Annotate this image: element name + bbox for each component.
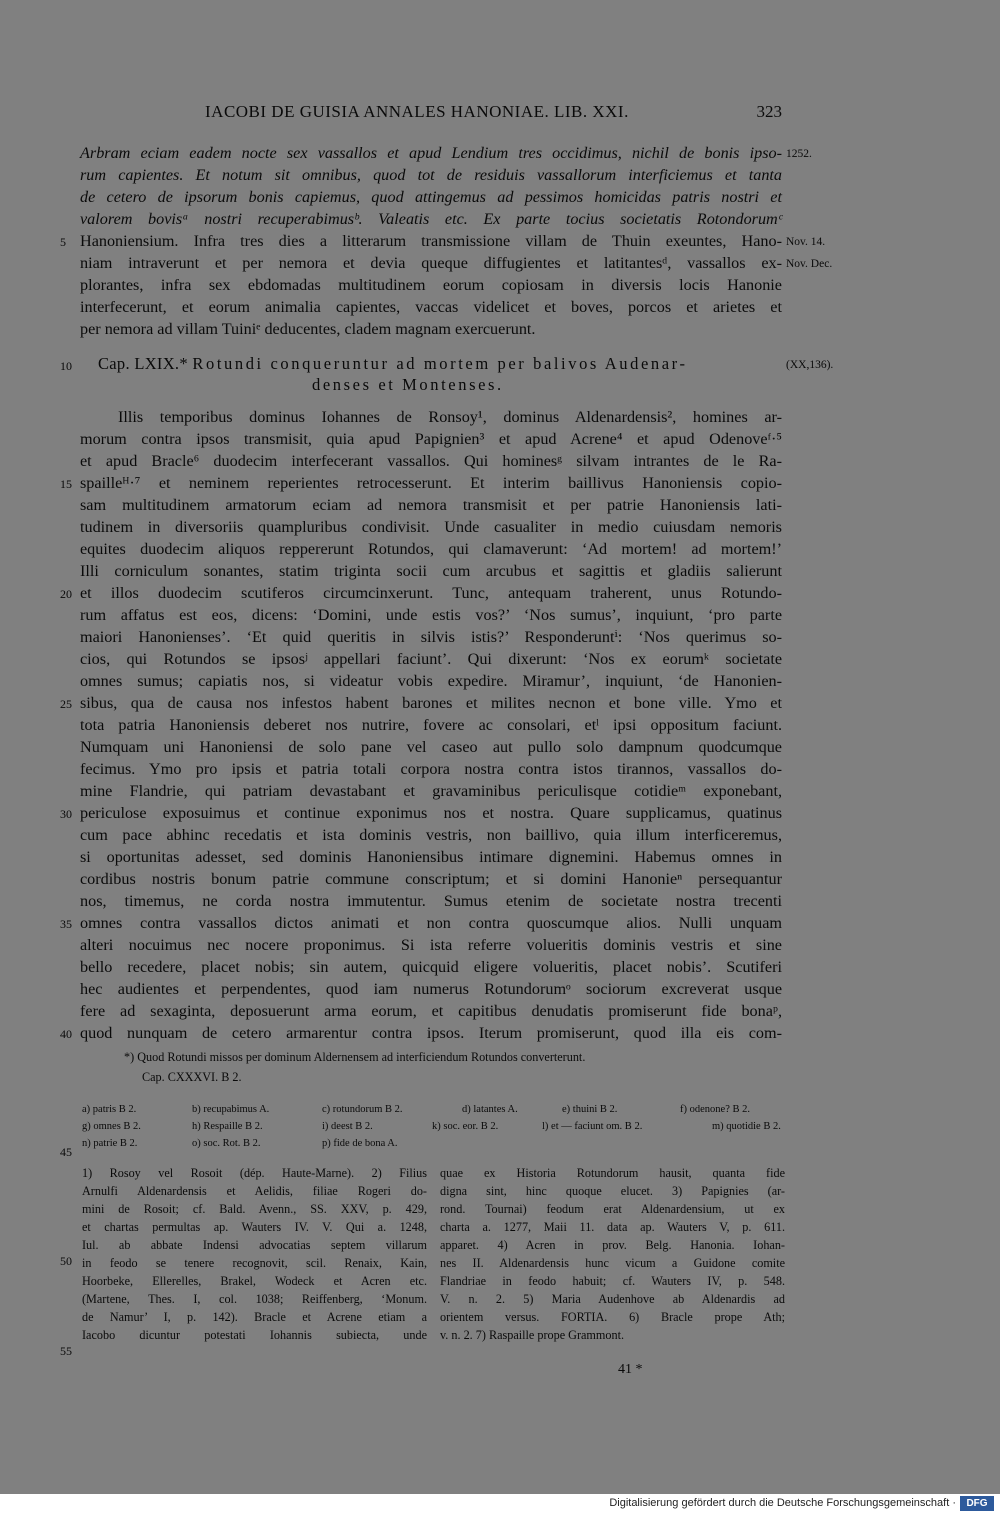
- margin-date: 1252.: [786, 148, 812, 160]
- line-number: 25: [60, 697, 72, 711]
- variant: k) soc. eor. B 2.: [432, 1121, 499, 1132]
- text-line: per nemora ad villam Tuiniᵉ deducentes, cladem magnam exercuerunt.: [80, 320, 536, 338]
- text-line: interfecerunt, et eorum animalia capientes, vaccas videlicet et boves, porcos et arietes et: [80, 298, 782, 316]
- chapter-number: Cap. LXIX.*: [98, 354, 188, 373]
- footnote-line: de Namur’ I, p. 142). Bracle et Acrene etiam a: [82, 1310, 427, 1324]
- variant: m) quotidie B 2.: [712, 1121, 781, 1132]
- variant-row: [82, 1138, 442, 1149]
- line-number: 45: [60, 1145, 72, 1159]
- text-line: si oportunitas adesset, sed dominis Hanoniensibus intimare dignemini. Habemus omnes in: [80, 848, 782, 866]
- chapter-title: [98, 354, 688, 374]
- footnote-line: Iacobo dicuntur potestati Iohannis subiecta, unde: [82, 1328, 427, 1342]
- variant: p) fide de bona A.: [322, 1138, 398, 1149]
- footnote-line: charta a. 1277, Maii 11. data ap. Wauters V, p. 611.: [440, 1220, 785, 1234]
- page-number: 323: [756, 102, 782, 121]
- variant: d) latantes A.: [462, 1104, 518, 1115]
- footnote-line: nes II. Aldenardensis hunc vicum a Guidone comite: [440, 1256, 785, 1270]
- text-line: fere ad sexaginta, deposuerunt arma eorum, et capitibus denudatis promiserunt fide bonaᵖ,: [80, 1002, 782, 1020]
- text-line: et apud Bracle⁶ duodecim interfecerant vassallos. Qui hominesᵍ silvam intrantes de le Ra-: [80, 452, 782, 470]
- text-line: rum affatus est eos, dicens: ‘Domini, unde estis vos?’ ‘Nos sumus’, inquiunt, ‘pro parte: [80, 606, 782, 624]
- line-number: 30: [60, 807, 72, 821]
- text-line: omnes sumus; capiatis nos, si videatur vobis expedire. Miramur’, inquiunt, ‘de Hanonien-: [80, 672, 782, 690]
- text-line: omnes contra vassallos dictos animati et non contra quoscumque alios. Nulli unquam: [80, 914, 782, 932]
- line-number: 20: [60, 587, 72, 601]
- variant: n) patrie B 2.: [82, 1138, 138, 1149]
- variant-row: [82, 1121, 802, 1132]
- variant: c) rotundorum B 2.: [322, 1104, 403, 1115]
- margin-date: Nov. Dec.: [786, 258, 833, 270]
- text-line: sibus, qua de causa nos infestos habent barones et milites necnon et bone ville. Ymo et: [80, 694, 782, 712]
- footnote-line: orientem versus. FORTIA. 6) Bracle prope Ath;: [440, 1310, 785, 1324]
- footnote-line: apparet. 4) Acren in prov. Belg. Hanonia. Iohan-: [440, 1238, 785, 1252]
- text-line: tudinem in diversoriis quampluribus condivisit. Unde casualiter in medio cuiusdam nemoris: [80, 518, 782, 536]
- text-line: de cetero de ipsorum bonis capiemus, quod attingemus ad pessimos homicidas patris nostri et: [80, 188, 782, 206]
- chapter-note-line: *) Quod Rotundi missos per dominum Aldernensem ad interficiendum Rotundos converterunt.: [124, 1050, 586, 1064]
- line-number: 15: [60, 477, 72, 491]
- text-line: maiori Hanonienses’. ‘Et quid queritis in silvis istis?’ Responderuntⁱ: ‘Nos querimus so-: [80, 628, 782, 646]
- text-line: Numquam uni Hanoniensi de solo pane vel caseo aut pullo solo dampnum quodcumque: [80, 738, 782, 756]
- chapter-reference: (XX,136).: [786, 359, 834, 371]
- footnote-line: 1) Rosoy vel Rosoit (dép. Haute-Marne). 2) Filius: [82, 1166, 427, 1180]
- footnote-line: mini de Rosoit; cf. Bald. Avenn., SS. XXV, p. 429,: [82, 1202, 427, 1216]
- line-number: 40: [60, 1027, 72, 1041]
- text-line: cum pace abhinc recedatis et ista dominis vestris, non baillivo, quia illum interficeremus,: [80, 826, 782, 844]
- text-line: bello recedere, placet nobis; sin autem, quicquid eligere volueritis, placet nobis’. Scutiferi: [80, 958, 782, 976]
- footnote-line: V. n. 2. 5) Maria Audenhove ab Aldenardis ad: [440, 1292, 785, 1306]
- text-line: Illis temporibus dominus Iohannes de Ronsoy¹, dominus Aldenardensis², homines ar-: [118, 408, 782, 426]
- text-line: periculose exposuimus et continue exponimus nos et nostra. Quare supplicamus, quatinus: [80, 804, 782, 822]
- line-number: 50: [60, 1254, 72, 1268]
- text-line: cordibus nostris bonum patrie commune conscriptum; et si domini Hanonieⁿ persequantur: [80, 870, 782, 888]
- variant: o) soc. Rot. B 2.: [192, 1138, 261, 1149]
- dfg-logo[interactable]: DFG: [960, 1496, 994, 1511]
- text-line: cios, qui Rotundos se ipsosʲ appellari faciunt’. Qui dixerunt: ‘Nos ex eorumᵏ societate: [80, 650, 782, 668]
- variant: f) odenone? B 2.: [680, 1104, 750, 1115]
- text-line: equites duodecim aliquos reppererunt Rotundos, qui clamaverunt: ‘Ad mortem! ad mortem!’: [80, 540, 782, 558]
- variant: e) thuini B 2.: [562, 1104, 618, 1115]
- footnote-line: digna sint, hinc quoque elucet. 3) Papignies (ar-: [440, 1184, 785, 1198]
- variant: l) et — faciunt om. B 2.: [542, 1121, 643, 1132]
- text-line: fecimus. Ymo pro ipsis et patria totali corpora nostra contra istos tirannos, vassallos do-: [80, 760, 782, 778]
- chapter-note-line: Cap. CXXXVI. B 2.: [142, 1070, 242, 1084]
- variant: i) deest B 2.: [322, 1121, 373, 1132]
- text-line: morum contra ipsos transmisit, quia apud Papignien³ et apud Acrene⁴ et apud Odenoveᶠ·⁵: [80, 430, 782, 448]
- text-line: valorem bovisᵃ nostri recuperabimusᵇ. Valeatis etc. Ex parte tocius societatis Rotondorumᶜ: [80, 210, 782, 228]
- text-line: tota patria Hanoniensis deberet nos nutrire, fovere ac consolari, etˡ ipsi oppositum faciunt.: [80, 716, 782, 734]
- line-number: 10: [60, 359, 72, 373]
- variant: a) patris B 2.: [82, 1104, 137, 1115]
- footer-bar: [0, 1494, 1000, 1514]
- text-line: Arbram eciam eadem nocte sex vassallos et apud Lendium tres occidimus, nichil de bonis ipso-: [80, 144, 782, 162]
- footer-text: Digitalisierung gefördert durch die Deutsche Forschungsgemeinschaft ·: [609, 1497, 956, 1509]
- line-number: 5: [60, 235, 66, 249]
- text-line: hec audientes et perpendentes, quod iam numerus Rotundorumᵒ sociorum excreverat usque: [80, 980, 782, 998]
- footnote-line: Arnulfi Aldenardensis et Aelidis, filiae Rogeri do-: [82, 1184, 427, 1198]
- footnote-line: Hoorbeke, Ellerelles, Brakel, Wodeck et Acren etc.: [82, 1274, 427, 1288]
- footnote-line: (Martene, Thes. I, col. 1038; Reiffenberg, ‘Monum.: [82, 1292, 427, 1306]
- variant-row: [82, 1104, 780, 1115]
- text-line: quod nunquam de cetero armarentur contra ipsos. Iterum promiserunt, quod illa eis com-: [80, 1024, 782, 1042]
- page-header: [80, 102, 782, 128]
- text-line: niam intraverunt et per nemora et devia queque diffugientes et latitantesᵈ, vassallos ex-: [80, 254, 782, 272]
- text-line: spailleᴴ·⁷ et neminem reperientes retrocesserunt. Et interim baillivus Hanoniensis copio-: [80, 474, 782, 492]
- footnote-line: quae ex Historia Rotundorum hausit, quanta fide: [440, 1166, 785, 1180]
- running-title: IACOBI DE GUISIA ANNALES HANONIAE. LIB. XXI.: [205, 102, 629, 121]
- text-line: nos, timemus, ne corda nostra immutentur. Sumus etenim de societate nostra trecenti: [80, 892, 782, 910]
- text-line: rum capientes. Et notum sit omnibus, quod tot de residuis vassallorum interficiemus et tanta: [80, 166, 782, 184]
- text-line: plorantes, infra sex ebdomadas multitudinem eorum copiosam in diversis locis Hanonie: [80, 276, 782, 294]
- chapter-title-part2: denses et Montenses.: [312, 375, 504, 394]
- line-number: 55: [60, 1344, 72, 1358]
- text-line: Hanoniensium. Infra tres dies a litterarum transmissione villam de Thuin exeuntes, Hano-: [80, 232, 782, 250]
- footnote-line: Iul. ab abbate Indensi advocatias septem villarum: [82, 1238, 427, 1252]
- footnote-line: et chartas permultas ap. Wauters IV. V. Qui a. 1248,: [82, 1220, 427, 1234]
- text-line: et illos duodecim scutiferos circumcinxerunt. Tunc, antequam traherent, unus Rotundo-: [80, 584, 782, 602]
- variant: b) recupabimus A.: [192, 1104, 270, 1115]
- chapter-title-part1: Rotundi conqueruntur ad mortem per balivos Audenar-: [192, 354, 688, 373]
- text-line: mine Flandrie, qui patriam devastabant et gravaminibus periculisque cotidieᵐ exponebant,: [80, 782, 782, 800]
- text-line: sam multitudinem armatorum eciam ad nemora transmisit et per patrie Hanoniensis lati-: [80, 496, 782, 514]
- variant: g) omnes B 2.: [82, 1121, 141, 1132]
- footnote-line: Flandriae in feodo habuit; cf. Wauters IV, p. 548.: [440, 1274, 785, 1288]
- signature-mark: 41 *: [618, 1362, 643, 1377]
- footnote-line: rond. Tournai) feodum erat Aldenardensium, ut ex: [440, 1202, 785, 1216]
- text-line: Illi corniculum sonantes, statim triginta socii cum arcubus et sagittis et gladiis salierunt: [80, 562, 782, 580]
- line-number: 35: [60, 917, 72, 931]
- text-line: alteri nocuimus nec nocere proponimus. Si ista referre volueritis dominis vestris et sine: [80, 936, 782, 954]
- footnote-line: v. n. 2. 7) Raspaille prope Grammont.: [440, 1328, 625, 1342]
- footnote-line: in feodo se tenere recognovit, scil. Renaix, Kain,: [82, 1256, 427, 1270]
- margin-date: Nov. 14.: [786, 236, 826, 248]
- variant: h) Respaille B 2.: [192, 1121, 263, 1132]
